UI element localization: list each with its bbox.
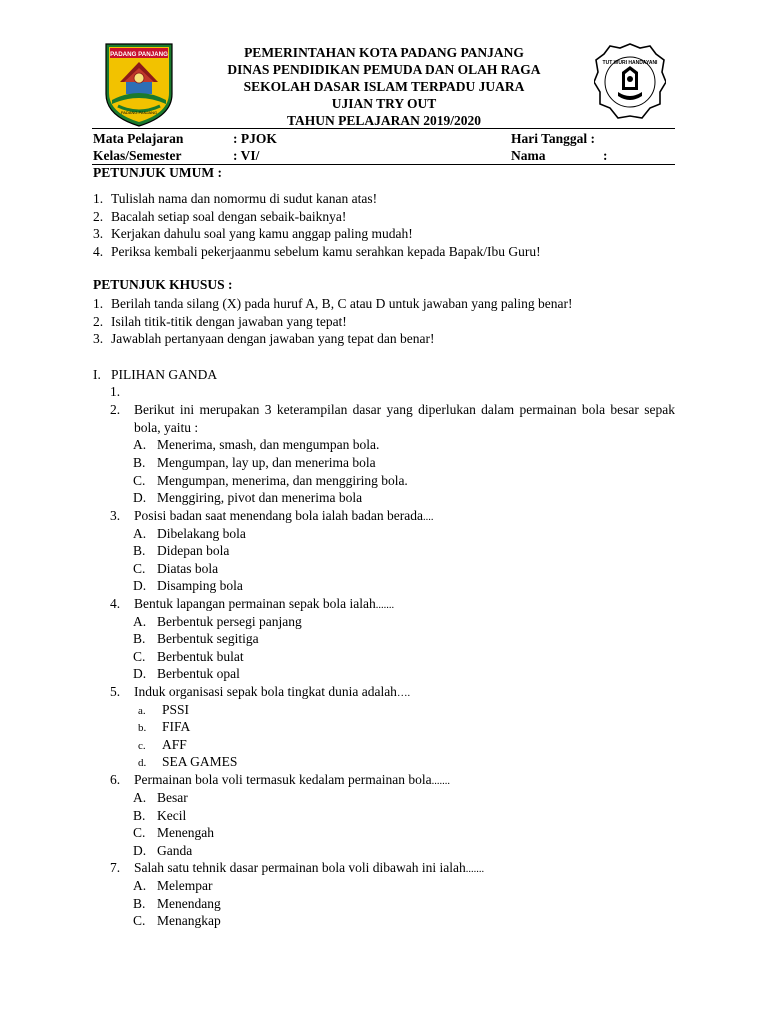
option-letter: A. <box>133 525 147 541</box>
option-text: Disamping bola <box>157 578 243 593</box>
option-text: Berbentuk persegi panjang <box>157 613 302 629</box>
option-letter: B. <box>133 543 146 558</box>
option-letter: B. <box>133 807 146 823</box>
svg-text:PADANG PANJANG: PADANG PANJANG <box>120 110 158 115</box>
class-label: Kelas/Semester <box>93 148 182 163</box>
question-number: 3. <box>110 508 121 523</box>
question-text-body: Permainan bola voli termasuk kedalam permainan bola <box>134 772 432 787</box>
header-line-department: DINAS PENDIDIKAN PEMUDA DAN OLAH RAGA <box>227 62 541 77</box>
answer-option[interactable] <box>133 789 188 807</box>
svg-text:TUT WURI HANDAYANI: TUT WURI HANDAYANI <box>602 60 658 66</box>
option-text: Didepan bola <box>157 543 230 558</box>
answer-option[interactable] <box>133 560 218 578</box>
list-number: 3. <box>93 226 104 241</box>
option-text: Menengah <box>157 825 214 840</box>
question-dots: ....... <box>465 864 485 875</box>
answer-option[interactable] <box>133 912 221 930</box>
answer-option[interactable] <box>133 665 240 683</box>
question-dots: ....... <box>431 776 451 787</box>
question-dots: …. <box>396 688 411 699</box>
option-text: AFF <box>162 736 187 752</box>
section-numeral: I. <box>93 367 101 382</box>
question-text <box>134 771 675 791</box>
option-text: Berbentuk bulat <box>157 648 244 664</box>
question-number: 7. <box>110 860 121 875</box>
date-label: Hari Tanggal : <box>511 131 596 146</box>
header-line-year: TAHUN PELAJARAN 2019/2020 <box>286 113 481 128</box>
answer-option[interactable] <box>133 542 229 560</box>
answer-option[interactable] <box>133 842 192 860</box>
option-text: Menggiring, pivot dan menerima bola <box>157 490 363 505</box>
option-letter: C. <box>133 825 146 840</box>
answer-option[interactable] <box>133 807 186 825</box>
question-text-body: Posisi badan saat menendang bola ialah badan berada <box>134 508 424 523</box>
question-dots: .... <box>423 512 434 523</box>
option-letter: C. <box>133 913 146 928</box>
option-letter: A. <box>133 878 147 893</box>
option-letter: D. <box>133 578 147 593</box>
section-title: PILIHAN GANDA <box>111 367 218 382</box>
special-instructions-title: PETUNJUK KHUSUS : <box>93 277 233 292</box>
general-instruction-2: Bacalah setiap soal dengan sebaik-baiknya! <box>111 208 347 224</box>
question-6 <box>110 771 675 789</box>
option-text: Besar <box>157 790 188 805</box>
list-number: 3. <box>93 331 104 346</box>
question-1 <box>110 383 675 401</box>
option-letter: B. <box>133 455 146 470</box>
option-text: Ganda <box>157 842 193 858</box>
list-number: 1. <box>93 191 104 206</box>
question-number: 5. <box>110 684 121 699</box>
list-number: 4. <box>93 243 104 259</box>
option-letter: d. <box>138 757 147 769</box>
answer-option[interactable] <box>133 436 379 454</box>
question-5 <box>110 683 675 701</box>
answer-option[interactable] <box>133 525 246 543</box>
general-instruction-3: Kerjakan dahulu soal yang kamu anggap paling mudah! <box>111 226 413 241</box>
option-letter: A. <box>133 613 147 629</box>
question-2 <box>110 401 675 437</box>
option-letter: c. <box>138 739 146 752</box>
school-header <box>180 44 588 129</box>
question-number: 2. <box>110 402 121 417</box>
header-line-government: PEMERINTAHAN KOTA PADANG PANJANG <box>244 45 524 60</box>
answer-option[interactable] <box>138 753 237 773</box>
option-text: Melempar <box>157 878 213 893</box>
option-text: Berbentuk opal <box>157 666 240 681</box>
option-text: FIFA <box>162 719 191 734</box>
general-instructions-title: PETUNJUK UMUM : <box>93 165 222 180</box>
question-text-body: Induk organisasi sepak bola tingkat dunia adalah <box>134 684 397 699</box>
option-text: Mengumpan, lay up, dan menerima bola <box>157 455 376 470</box>
option-text: PSSI <box>162 701 190 717</box>
option-letter: a. <box>138 704 146 717</box>
header-line-school: SEKOLAH DASAR ISLAM TERPADU JUARA <box>243 79 525 94</box>
answer-option[interactable] <box>133 877 212 895</box>
tut-wuri-handayani-logo <box>594 42 666 122</box>
subject-label: Mata Pelajaran <box>93 131 184 146</box>
option-letter: A. <box>133 790 147 805</box>
answer-option[interactable] <box>133 472 408 490</box>
option-text: Dibelakang bola <box>157 525 246 541</box>
general-instruction-4: Periksa kembali pekerjaanmu sebelum kamu serahkan kepada Bapak/Ibu Guru! <box>111 243 541 259</box>
question-text <box>134 683 675 703</box>
answer-option[interactable] <box>133 577 243 595</box>
question-4 <box>110 595 675 613</box>
question-text-body: Bentuk lapangan permainan sepak bola ialah <box>134 596 376 611</box>
name-colon: : <box>603 148 608 163</box>
option-letter: D. <box>133 666 147 681</box>
question-dots: ....... <box>375 600 395 611</box>
question-text-body: Salah satu tehnik dasar permainan bola voli dibawah ini ialah <box>134 860 466 875</box>
special-instruction-1: Berilah tanda silang (X) pada huruf A, B, C atau D untuk jawaban yang paling benar! <box>111 296 573 311</box>
answer-option[interactable] <box>133 630 259 648</box>
answer-option[interactable] <box>133 489 362 507</box>
option-text: Menendang <box>157 895 221 911</box>
option-letter: C. <box>133 560 146 576</box>
question-number: 4. <box>110 596 121 611</box>
list-number: 1. <box>93 296 104 311</box>
divider-top <box>92 128 675 129</box>
option-letter: B. <box>133 631 146 646</box>
answer-option[interactable] <box>133 824 214 842</box>
question-3 <box>110 507 675 525</box>
option-letter: B. <box>133 895 146 911</box>
option-text: Berbentuk segitiga <box>157 631 259 646</box>
question-number: 6. <box>110 772 121 787</box>
answer-option[interactable] <box>133 454 376 472</box>
special-instruction-3: Jawablah pertanyaan dengan jawaban yang tepat dan benar! <box>111 331 435 346</box>
padang-panjang-logo <box>104 42 174 128</box>
question-7 <box>110 859 675 877</box>
option-letter: A. <box>133 437 147 452</box>
option-text: Mengumpan, menerima, dan menggiring bola. <box>157 472 408 488</box>
header-line-exam: UJIAN TRY OUT <box>331 96 437 111</box>
list-number: 2. <box>93 208 104 224</box>
subject-value: : PJOK <box>233 131 277 146</box>
option-text: Menerima, smash, dan mengumpan bola. <box>157 437 380 452</box>
option-letter: C. <box>133 472 146 488</box>
name-label: Nama <box>511 148 546 163</box>
option-letter: b. <box>138 722 147 734</box>
option-text: Kecil <box>157 807 187 823</box>
question-text <box>134 859 675 879</box>
option-text: Diatas bola <box>157 560 219 576</box>
answer-option[interactable] <box>133 613 302 631</box>
question-number: 1. <box>110 384 121 399</box>
option-text: Menangkap <box>157 913 221 928</box>
list-number: 2. <box>93 313 104 329</box>
option-letter: D. <box>133 490 147 505</box>
special-instruction-2: Isilah titik-titik dengan jawaban yang tepat! <box>111 313 347 329</box>
answer-option[interactable] <box>133 895 221 913</box>
class-value: : VI/ <box>233 148 260 163</box>
question-text: Berikut ini merupakan 3 keterampilan dasar yang diperlukan dalam permainan bola besar sepak bola, yaitu : <box>134 402 675 435</box>
general-instruction-1: Tulislah nama dan nomormu di sudut kanan atas! <box>111 191 378 206</box>
logo-banner-text: PADANG PANJANG <box>110 51 168 58</box>
option-letter: C. <box>133 648 146 664</box>
option-text: SEA GAMES <box>162 754 238 769</box>
answer-option[interactable] <box>133 648 244 666</box>
option-letter: D. <box>133 842 147 858</box>
